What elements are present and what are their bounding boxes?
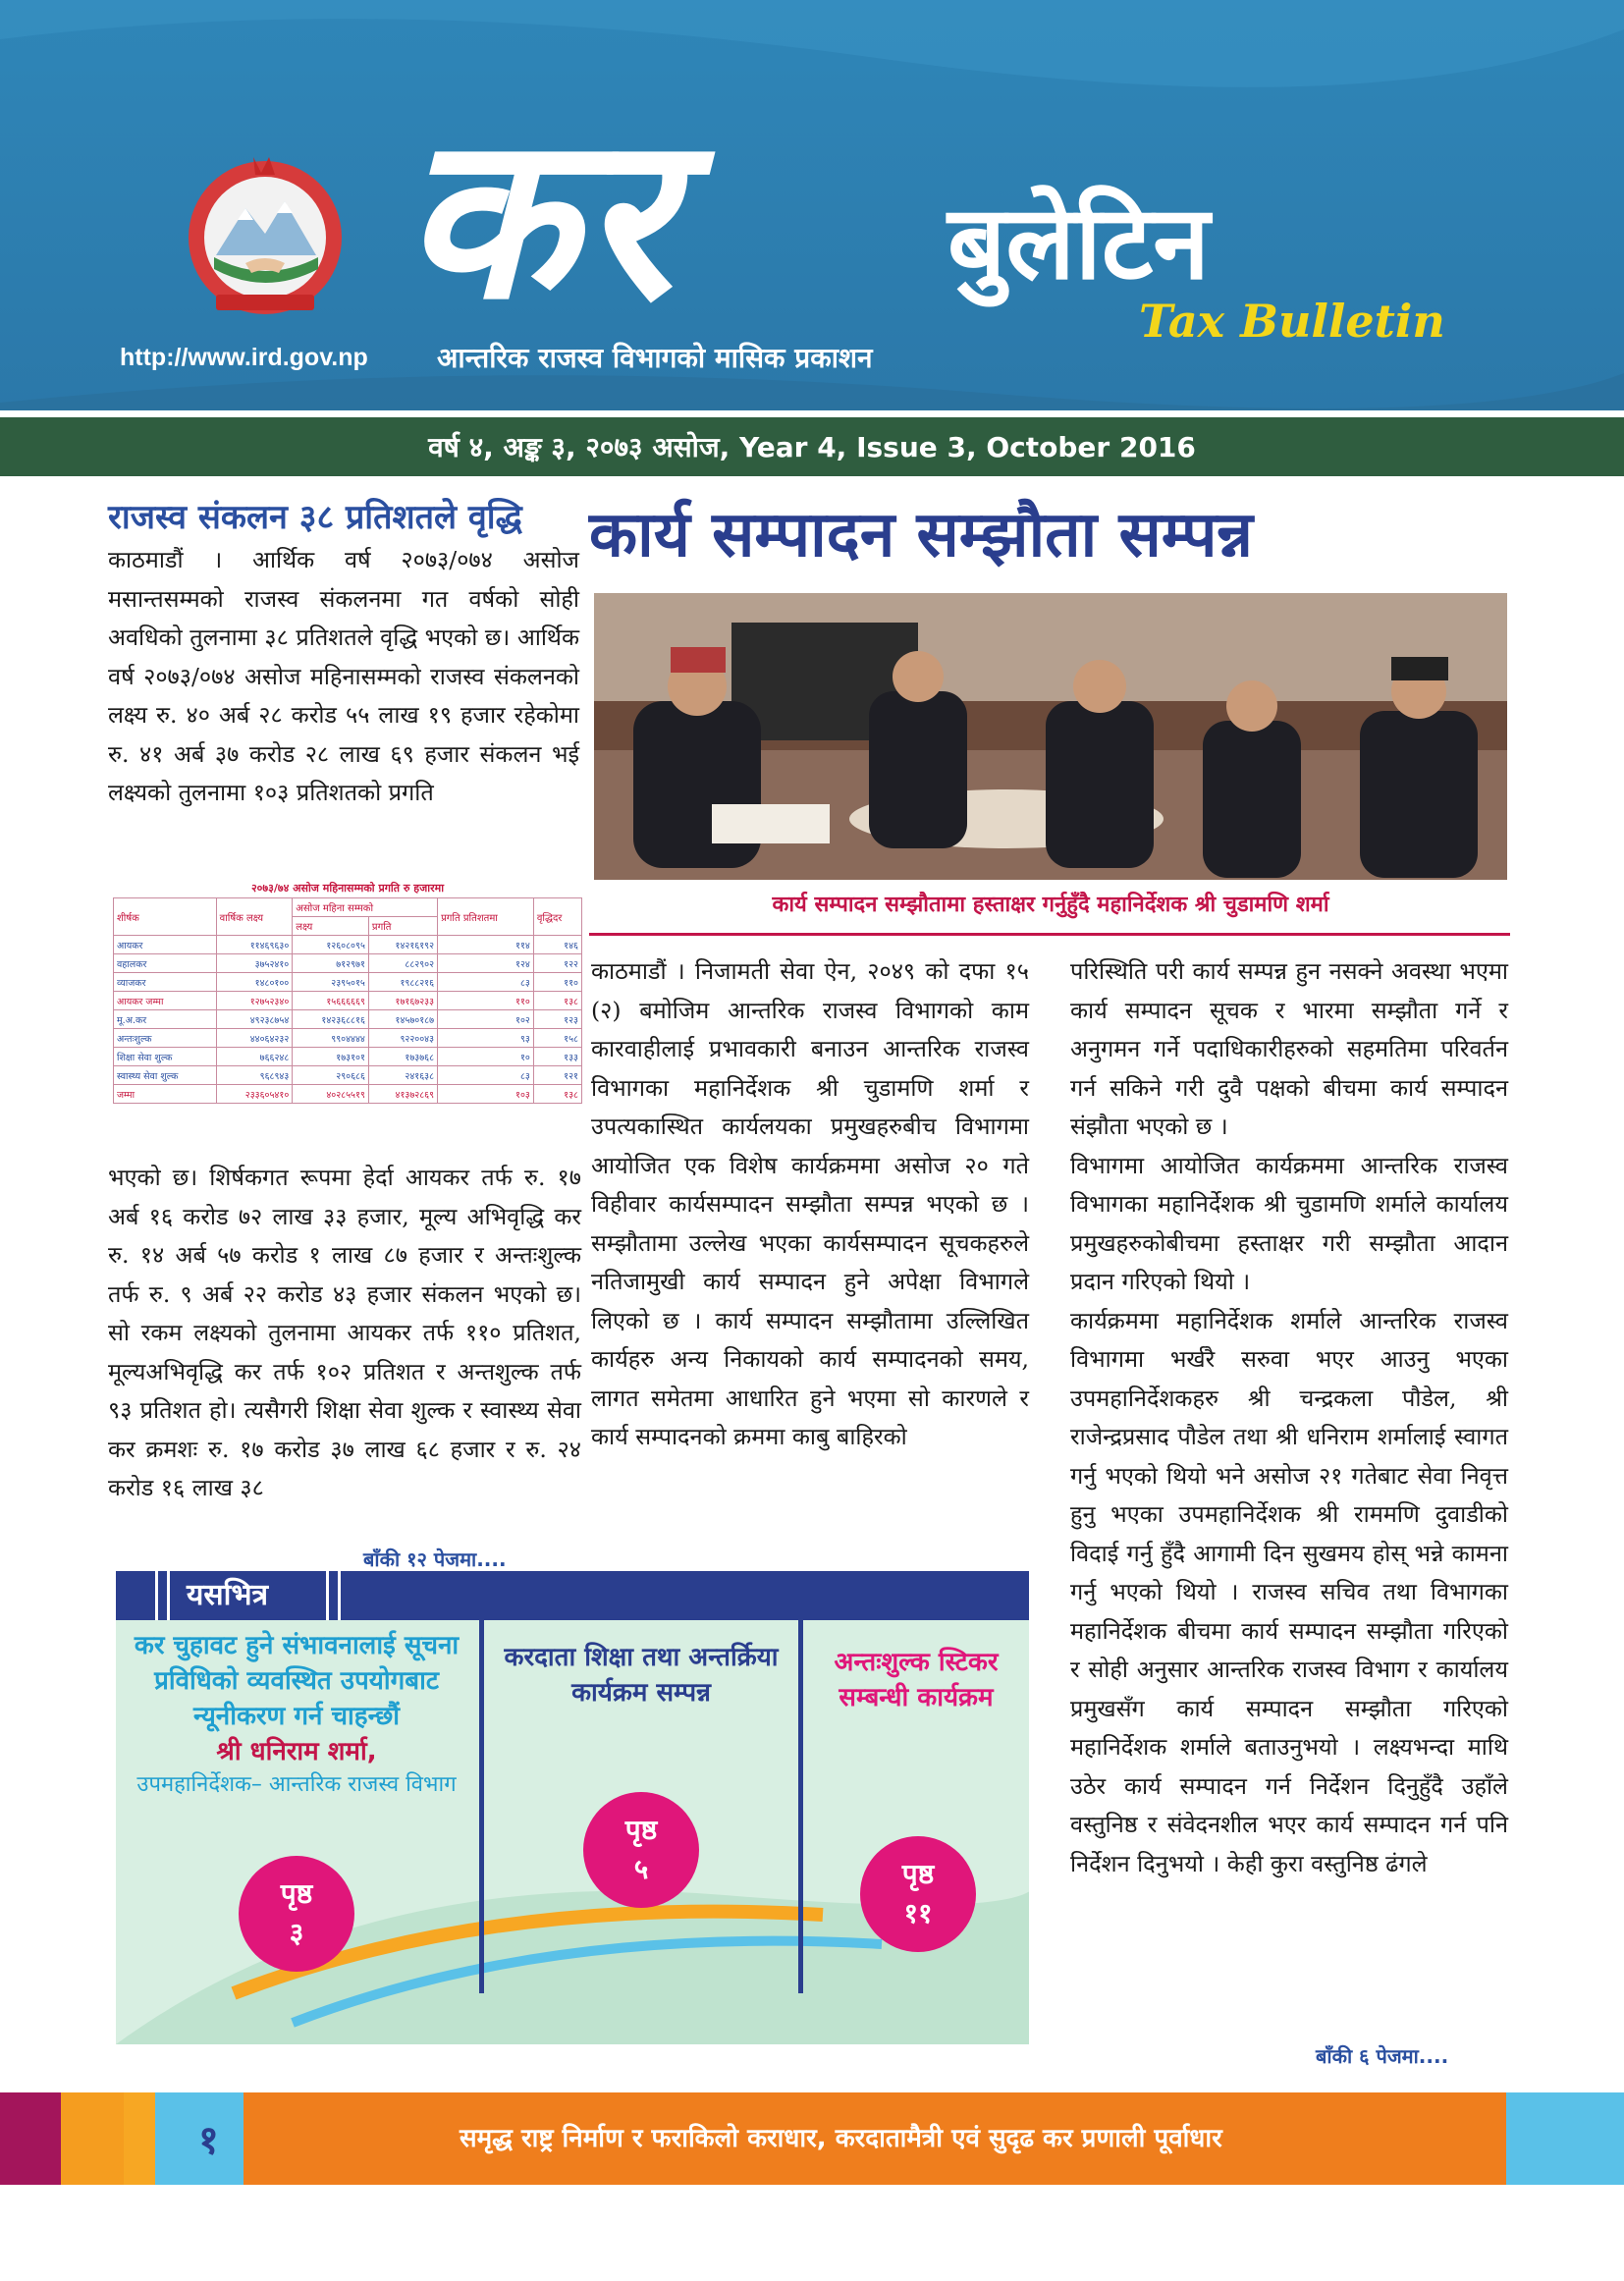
table-subheader: प्रगति bbox=[368, 917, 437, 936]
masthead-title-english: Tax Bulletin bbox=[1139, 295, 1445, 348]
footer-slogan: समृद्ध राष्ट्र निर्माण र फराकिलो कराधार, करदातामैत्री एवं सुदृढ कर प्रणाली पूर्वाधार bbox=[460, 2124, 1222, 2153]
inside-label: यसभित्र bbox=[187, 1578, 269, 1612]
revenue-article-headline: राजस्व संकलन ३८ प्रतिशतले वृद्धि bbox=[108, 498, 522, 537]
page-badge-number: ३ bbox=[289, 1917, 304, 1949]
table-header: वृद्धिदर bbox=[533, 898, 581, 936]
page-badge-number: ५ bbox=[633, 1853, 649, 1885]
continued-on-page-12-link[interactable]: बाँकी १२ पेजमा.... bbox=[363, 1548, 507, 1571]
website-url: http://www.ird.gov.np bbox=[120, 344, 368, 371]
table-caption: २०७३/७४ असोज महिनासम्मको प्रगति रु हजारमा bbox=[250, 882, 445, 895]
footer-segment bbox=[1506, 2092, 1624, 2185]
masthead-subtitle: आन्तरिक राजस्व विभागको मासिक प्रकाशन bbox=[437, 342, 873, 374]
inside-item-1-role: उपमहानिर्देशक– आन्तरिक राजस्व विभाग bbox=[136, 1772, 457, 1797]
table-row: वहालकर ३७५२४१० ७१२९७१ ८८२९०२ १२४ १२२ bbox=[114, 954, 582, 973]
main-article-column-1 bbox=[591, 952, 1029, 1457]
main-article-text-2: परिस्थिति परी कार्य सम्पन्न हुन नसक्ने अवस्था भएमा कार्य सम्पादन सूचक र भारमा सम्झौता गर्ने र अनुगमन गर्ने पदाधिकारीहरुको सहमतिमा परिवर्तन गर्न सकिने गरी दुवै पक्षको बीचमा कार्य सम्पादन संझौता भएको छ । bbox=[1070, 957, 1508, 1140]
table-row: आयकर जम्मा १२७५२३४० १५६६६६६९ १७१६७२३३ ११० १३८ bbox=[114, 992, 582, 1010]
inside-item-2-title: करदाता शिक्षा तथा अन्तर्क्रिया कार्यक्रम सम्पन्न bbox=[504, 1643, 779, 1708]
table-header: प्रगति प्रतिशतमा bbox=[438, 898, 534, 936]
nepal-government-emblem-icon bbox=[177, 147, 353, 324]
main-headline: कार्य सम्पादन सम्झौता सम्पन्न bbox=[589, 499, 1253, 571]
signing-ceremony-photo bbox=[594, 593, 1507, 880]
masthead-title-kar: कर bbox=[403, 87, 677, 350]
table-row: जम्मा २३३६०५४१० ४०२८५५१९ ४१३७२८६९ १०३ १३८ bbox=[114, 1085, 582, 1104]
main-article-column-2 bbox=[1070, 952, 1508, 1883]
inside-item-1-name: श्री धनिराम शर्मा, bbox=[216, 1737, 377, 1766]
revenue-article-para2: भएको छ। शिर्षकगत रूपमा हेर्दा आयकर तर्फ रु. १७ अर्ब १६ करोड ७२ लाख ३३ हजार, मूल्य अभिवृद्धि कर रु. १४ अर्ब ५७ करोड १ लाख ८७ हजार र अन्तःशुल्क तर्फ रु. ९ अर्ब २२ करोड ४३ हजार संकलन भएको छ। सो रकम लक्ष्यको तुलनामा आयकर तर्फ ११० प्रतिशत, मूल्यअभिवृद्धि कर तर्फ १०२ प्रतिशत र अन्तशुल्क तर्फ ९३ प्रतिशत हो। त्यसैगरी शिक्षा सेवा शुल्क र स्वास्थ्य सेवा कर क्रमशः रु. १७ करोड ३७ लाख ६८ हजार र रु. २४ करोड १६ लाख ३८ bbox=[108, 1164, 581, 1501]
caption-divider bbox=[589, 933, 1510, 936]
table-row: आयकर ११४६९६३० १२६०८०९५ १४२१६१९२ ११४ १४६ bbox=[114, 936, 582, 954]
table-header: असोज महिना सम्मको bbox=[293, 898, 438, 917]
inside-item-1-title: कर चुहावट हुने संभावनालाई सूचना प्रविधिको व्यवस्थित उपयोगबाट न्यूनीकरण गर्न चाहन्छौं bbox=[134, 1631, 460, 1731]
table-row: मू.अ.कर ४९२३८७५४ १४२३६८८१६ १४५७०१८७ १०२ १२३ bbox=[114, 1010, 582, 1029]
table-row: स्वास्थ्य सेवा शुल्क ९६८९४३ २९०६८६ २४१६३८ ८३ १२१ bbox=[114, 1066, 582, 1085]
page-number: १ bbox=[198, 2118, 219, 2163]
table-row: अन्तःशुल्क ४४०६४२३२ ९९०४४४४ ९२२००४३ ९३ १५८ bbox=[114, 1029, 582, 1048]
inside-divider bbox=[479, 1620, 484, 1993]
page-badge-11[interactable] bbox=[860, 1836, 976, 1952]
inside-item-3[interactable] bbox=[813, 1645, 1019, 1715]
page-badge-word: पृष्ठ bbox=[624, 1814, 658, 1846]
masthead bbox=[0, 0, 1624, 410]
inside-divider bbox=[798, 1620, 803, 1993]
footer-segment bbox=[0, 2092, 61, 2185]
revenue-article bbox=[108, 496, 579, 813]
page-badge-word: पृष्ठ bbox=[280, 1877, 313, 1910]
photo-caption: कार्य सम्पादन सम्झौतामा हस्ताक्षर गर्नुहुँदै महानिर्देशक श्री चुडामणि शर्मा bbox=[772, 893, 1329, 917]
footer-segment bbox=[61, 2092, 124, 2185]
revenue-progress-table bbox=[113, 879, 582, 1104]
main-article-text-3: विभागमा आयोजित कार्यक्रममा आन्तरिक राजस्व विभागका महानिर्देशक श्री चुडामणि शर्माले कार्यालय प्रमुखहरुकोबीचमा हस्ताक्षर गरी सम्झौता आदान प्रदान गरिएको थियो । bbox=[1070, 1151, 1508, 1295]
main-article-text-1: काठमाडौं । निजामती सेवा ऐन, २०४९ को दफा १५ (२) बमोजिम आन्तरिक राजस्व विभागको काम कारवाहीलाई प्रभावकारी बनाउन आन्तरिक राजस्व विभागका महानिर्देशक श्री चुडामणि शर्मा र उपत्यकास्थित कार्यलयका प्रमुखहरुबीच विभागमा आयोजित एक विशेष कार्यक्रममा असोज २० गते विहीवार कार्यसम्पादन सम्झौता सम्पन्न भएको छ । सम्झौतामा उल्लेख भएका कार्यसम्पादन सूचकहरुले नतिजामुखी कार्य सम्पादन हुने अपेक्षा विभागले लिएको छ । कार्य सम्पादन सम्झौतामा उल्लिखित कार्यहरु अन्य निकायको कार्य सम्पादनको समय, लागत समेतमा आधारित हुने भएमा सो कारणले र कार्य सम्पादनको क्रममा काबु बाहिरको bbox=[591, 957, 1029, 1450]
table-subheader: लक्ष्य bbox=[293, 917, 369, 936]
page-badge-5[interactable] bbox=[583, 1792, 699, 1908]
main-article-text-4: कार्यक्रममा महानिर्देशक शर्माले आन्तरिक राजस्व विभागमा भर्खरै सरुवा भएर आउनु भएका उपमहानिर्देशकहरु श्री चन्द्रकला पौडेल, श्री राजेन्द्रप्रसाद पौडेल तथा श्री धनिराम शर्मालाई स्वागत गर्नु भएको थियो भने असोज २१ गतेबाट सेवा निवृत्त हुनु भएका उपमहानिर्देशक श्री राममणि दुवाडीको विदाई गर्नु हुँदै आगामी दिन सुखमय होस् भन्ने कामना गर्नु भएको थियो । राजस्व सचिव तथा विभागका महानिर्देशक बीचमा कार्य सम्पादन सम्झौता गरिएको र सोही अनुसार आन्तरिक राजस्व विभाग र कार्यालय प्रमुखसँग कार्य सम्पादन सम्झौता गरिएको महानिर्देशक शर्माले बताउनुभयो । लक्ष्यभन्दा माथि उठेर कार्य सम्पादन गर्न निर्देशन दिनुहुँदै उहाँले वस्तुनिष्ठ र संवेदनशील भएर कार्य सम्पादन गर्न पनि निर्देशन दिनुभयो । केही कुरा वस्तुनिष्ठ ढंगले bbox=[1070, 1306, 1508, 1877]
page-badge-number: ११ bbox=[903, 1897, 933, 1929]
page-badge-word: पृष्ठ bbox=[901, 1858, 935, 1890]
inside-this-issue-box bbox=[116, 1571, 1029, 2044]
masthead-title-bulletin: बुलेटिन bbox=[947, 183, 1210, 302]
table-row: शिक्षा सेवा शुल्क ७६६२४८ १७३१०१ १७३७६८ १० १३३ bbox=[114, 1048, 582, 1066]
issue-info: वर्ष ४, अङ्क ३, २०७३ असोज, Year 4, Issue 3, October 2016 bbox=[428, 431, 1196, 463]
inside-item-2[interactable] bbox=[499, 1640, 784, 1711]
inside-item-3-title: अन्तःशुल्क स्टिकर सम्बन्धी कार्यक्रम bbox=[834, 1648, 999, 1712]
revenue-article-para1: काठमाडौं । आर्थिक वर्ष २०७३/०७४ असोज मसान्तसम्मको राजस्व संकलनमा गत वर्षको सोही अवधिको तुलनामा ३८ प्रतिशतले वृद्धि भएको छ। आर्थिक वर्ष २०७३/०७४ असोज महिनासम्मको राजस्व संकलनको लक्ष्य रु. ४० अर्ब २८ करोड ५५ लाख १९ हजार रहेकोमा रु. ४१ अर्ब ३७ करोड २८ लाख ६९ हजार संकलन भई लक्ष्यको तुलनामा १०३ प्रतिशतको प्रगति bbox=[108, 546, 579, 806]
continued-on-page-6-link[interactable]: बाँकी ६ पेजमा.... bbox=[1316, 2044, 1449, 2068]
page-badge-3[interactable] bbox=[239, 1856, 354, 1972]
inside-item-1[interactable] bbox=[124, 1628, 469, 1801]
table-header: वार्षिक लक्ष्य bbox=[216, 898, 293, 936]
table-header: शीर्षक bbox=[114, 898, 217, 936]
issue-info-bar bbox=[0, 417, 1624, 476]
table-row: व्याजकर १४८०१०० २३९५०१५ १९८८२१६ ८३ ११० bbox=[114, 973, 582, 992]
